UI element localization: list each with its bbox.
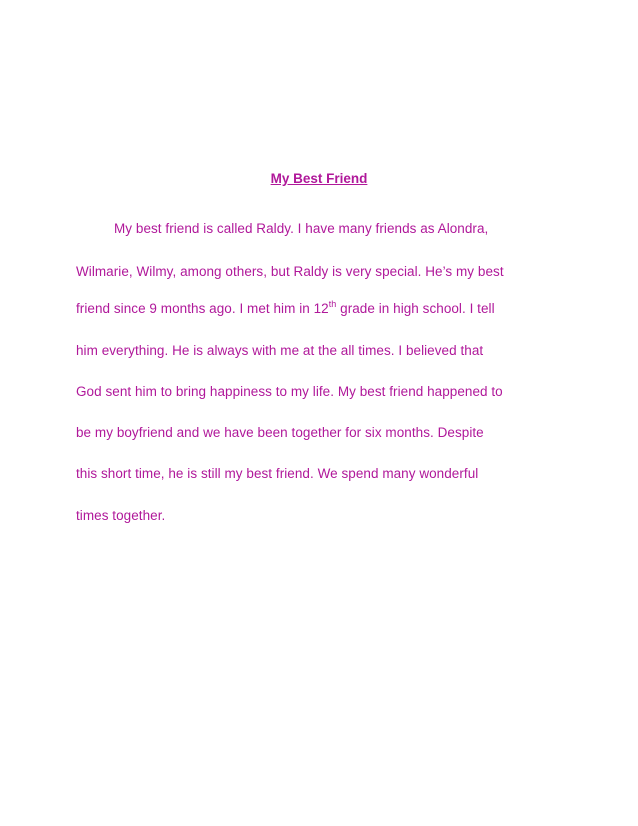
paragraph-line-3-end: grade in high school. I tell (336, 301, 495, 316)
document-title: My Best Friend (270, 171, 368, 186)
paragraph-line-3 (76, 300, 495, 318)
paragraph-line-7: this short time, he is still my best friend. We spend many wonderful (76, 466, 479, 481)
paragraph-line-8: times together. (76, 508, 166, 523)
paragraph-line-5: God sent him to bring happiness to my life. My best friend happened to (76, 384, 503, 399)
paragraph-line-3-start: friend since 9 months ago. I met him in 12 (76, 301, 329, 316)
paragraph-line-4: him everything. He is always with me at the all times. I believed that (76, 343, 484, 358)
paragraph-line-2: Wilmarie, Wilmy, among others, but Raldy is very special. He’s my best (76, 264, 504, 279)
paragraph-line-1: My best friend is called Raldy. I have many friends as Alondra, (114, 221, 489, 236)
paragraph-line-6: be my boyfriend and we have been together for six months. Despite (76, 425, 484, 440)
ordinal-suffix: th (328, 299, 337, 309)
